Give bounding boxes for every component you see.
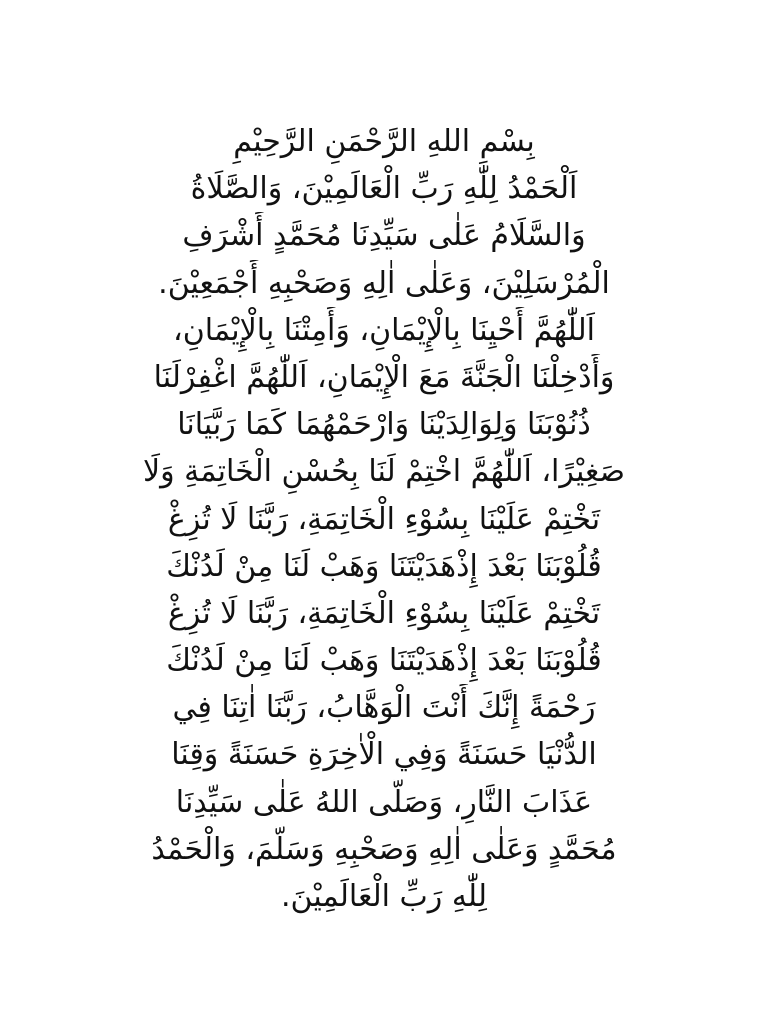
prayer-line: مُحَمَّدٍ وَعَلٰى اٰلِهِ وَصَحْبِهِ وَسَلَّمَ، وَالْحَمْدُ bbox=[151, 831, 617, 867]
prayer-line: وَالسَّلَامُ عَلٰى سَيِّدِنَا مُحَمَّدٍ أَشْرَفِ bbox=[182, 218, 586, 254]
prayer-line-closing: لِلّٰهِ رَبِّ الْعَالَمِيْنَ. bbox=[281, 879, 487, 914]
prayer-line: رَحْمَةً إِنَّكَ أَنْتَ الْوَهَّابُ، رَبَّنَا اٰتِنَا فِي bbox=[172, 690, 596, 726]
prayer-line: ذُنُوْبَنَا وَلِوَالِدَيْنَا وَارْحَمْهُمَا كَمَا رَبَّيَانَا bbox=[177, 407, 591, 443]
prayer-line: قُلُوْبَنَا بَعْدَ إِذْهَدَيْتَنَا وَهَبْ لَنَا مِنْ لَدُنْكَ bbox=[166, 643, 602, 679]
prayer-text-block bbox=[92, 118, 676, 920]
prayer-line: اَللّٰهُمَّ أَحْيِنَا بِالْإِيْمَانِ، وَأَمِتْنَا بِالْإِيْمَانِ، bbox=[173, 312, 595, 348]
prayer-line: الدُّنْيَا حَسَنَةً وَفِي الْاٰخِرَةِ حَسَنَةً وَقِنَا bbox=[171, 737, 597, 773]
prayer-line: صَغِيْرًا، اَللّٰهُمَّ اخْتِمْ لَنَا بِحُسْنِ الْخَاتِمَةِ وَلَا bbox=[143, 454, 625, 490]
prayer-line: اَلْحَمْدُ لِلّٰهِ رَبِّ الْعَالَمِيْنَ، وَالصَّلَاةُ bbox=[190, 171, 578, 207]
prayer-line: وَأَدْخِلْنَا الْجَنَّةَ مَعَ الْإِيْمَانِ، اَللّٰهُمَّ اغْفِرْلَنَا bbox=[153, 359, 615, 395]
prayer-line: تَخْتِمْ عَلَيْنَا بِسُوْءِ الْخَاتِمَةِ، رَبَّنَا لَا تُزِغْ bbox=[167, 501, 601, 537]
prayer-line: الْمُرْسَلِيْنَ، وَعَلٰى اٰلِهِ وَصَحْبِهِ أَجْمَعِيْنَ. bbox=[158, 265, 610, 301]
prayer-line: قُلُوْبَنَا بَعْدَ إِذْهَدَيْتَنَا وَهَبْ لَنَا مِنْ لَدُنْكَ bbox=[166, 548, 602, 584]
prayer-line: عَذَابَ النَّارِ، وَصَلَّى اللهُ عَلٰى سَيِّدِنَا bbox=[175, 784, 593, 820]
prayer-line-basmala: بِسْمِ اللهِ الرَّحْمَنِ الرَّحِيْمِ bbox=[233, 124, 535, 159]
prayer-line: تَخْتِمْ عَلَيْنَا بِسُوْءِ الْخَاتِمَةِ، رَبَّنَا لَا تُزِغْ bbox=[167, 595, 601, 631]
